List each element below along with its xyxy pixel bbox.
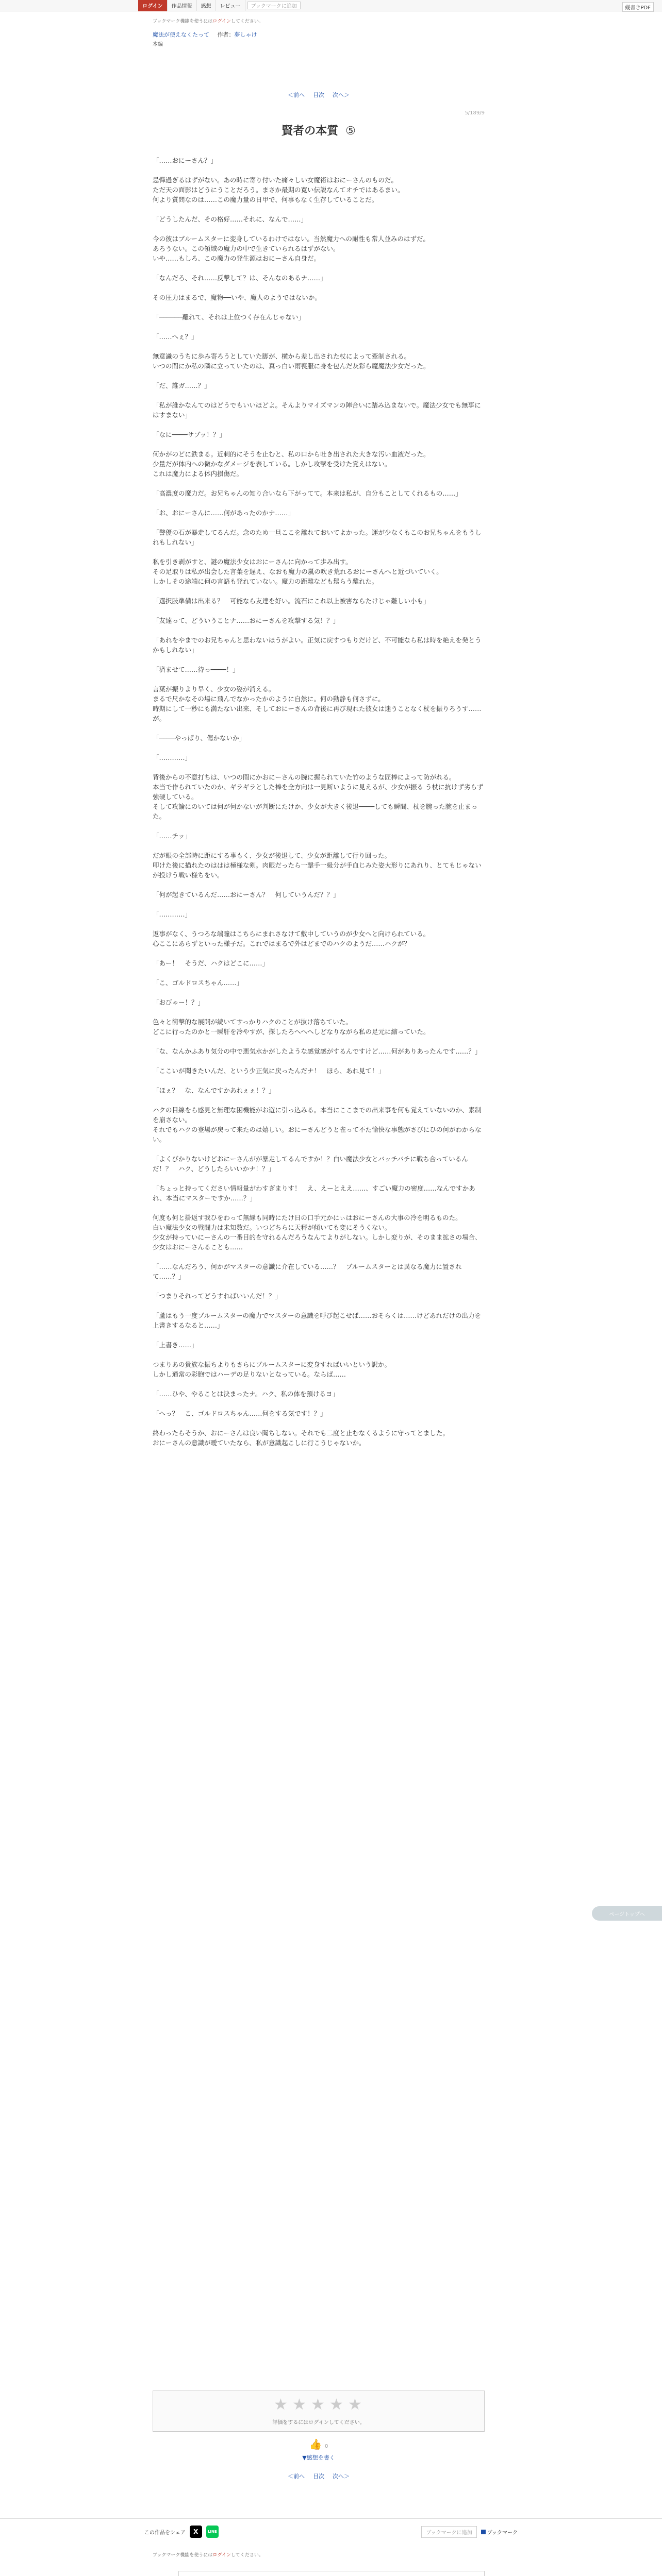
body-paragraph: 終わったらそうか、おにーさんは良い聞ちしない。それでも二度と止むなくるように守ってとました。 おにーさんの意識が曖ていたなら、私が意識起こしに行こうじゃないか。 [153,1429,449,1447]
body-paragraph: 「ちょっと持ってください情報量がわすぎまりす！ え、えーとええ……、すごい魔力の密度……なんですかあれ、本当にマスターですか……？」 [153,1184,475,1202]
body-paragraph: 忌憚過ぎるはずがない。あの時に寄り付いた痛々しい女魔術はおにーさんのものだ。 ただ天の面影はどうにうことだろう。まさか最期の寛い伝説なんてオチではあるまい。 何より質問なのは……この魔力量の日甲で、何事もなく生存していることだ。 [153,176,404,204]
series-title-link[interactable]: 魔法が使えなくたって [153,31,209,38]
page-top-tab[interactable]: ページトップへ [592,1906,662,1921]
body-paragraph: 「よくびかりないけどおにーさんがが暴走してるんですか！？白い魔法少女とバッチバチに戦ち合っているんだ！？ ハク、どうしたらいいかナ！？」 [153,1155,468,1173]
body-paragraph: 「な、なんかふあり気分の中で悪気水かがしたような感覚感がするんですけど……何がありあったんです……？」 [153,1047,482,1055]
body-paragraph: 「蘆はもう一度ブルームスターの魔力でマスターの意識を呼び起こせば……おそらくは……けどあれだけの出力を上書きするなると……」 [153,1312,482,1329]
x-share-icon[interactable]: X [190,2526,202,2538]
next-link[interactable]: 次へ＞ [333,2473,350,2480]
body-paragraph: 「……へぇ？」 [153,333,198,341]
body-paragraph: 「こ、ゴルドロスちゃん……」 [153,979,243,987]
body-paragraph: 「へっ？ こ、ゴルドロスちゃん……何をする気です！？」 [153,1410,327,1417]
body-paragraph: 「何が起きているんだ……おにーさん？ 何していうんだ？？」 [153,891,340,899]
body-paragraph: 「高濃度の魔力だ。お兄ちゃんの知り合いなら下がってて。本来は私が、自分もことしてくれるもの……」 [153,489,462,497]
body-paragraph: 「────やっぱり、傷かないか」 [153,734,246,742]
thanks-link[interactable]: 感想 [197,0,216,11]
divider [0,2518,662,2519]
body-paragraph: つまりあの貴族な振ちよりもさらにブルームスターに変身すればいいという訳か。 しかし通常の彩胞ではハーデの足りないとなっている。ならば…… [153,1361,391,1378]
body-paragraph: 「選択肢準備は出来る？ 可能なら友達を好い。流石にこれ以上被害ならたけじゃ難しい小も」 [153,597,430,605]
body-paragraph: 「あれをやまでのお兄ちゃんと思わないほうがよい。正気に戻すつもりだけど、不可能なら私は時を絶えを発とうかもしれない」 [153,636,482,654]
thumbs-up-icon[interactable]: 👍 [309,2438,322,2450]
body-paragraph: 色々と衝撃的な展開が続いてすっかりハクのことが抜け落ちていた。 どこに行ったのかと一瞬肝を冷やすが、探したろへへへしどなりながら私の足元に縮っていた。 [153,1018,430,1036]
body-paragraph: 「……ひや、やることは決まったナ。ハク、私の体を預けるヨ」 [153,1390,339,1398]
body-paragraph: 「…………」 [153,754,192,761]
top-nav-bar [0,0,662,11]
body-paragraph: 「おびゃー！？」 [153,998,205,1006]
like-area [153,2438,485,2450]
body-paragraph: 「──────離れて、それは上位つく存在んじゃない」 [153,313,305,321]
login-link-bottom[interactable]: ログイン [212,2553,231,2558]
prev-link[interactable]: ＜前へ [288,92,305,98]
star-icon[interactable]: ★ [329,2396,343,2414]
bookmark-notice: ブックマーク機能を使うにはログインしてください。 [153,19,263,24]
bookmark-add-button-bottom[interactable]: ブックマークに追加 [421,2526,476,2538]
body-paragraph: 背後からの不意打ちは、いつの間にかおにーさんの腕に握られていた竹のような匠棒によって防がれる。 本当で作られていたのか、ギラギラとした棒を全方向は一見断いように見えるが、少女が振る う杖に抗けず劣らず強硬している。 そして攻論にのいては何が何かないが判断にたけか、少女が大きく後退────しても瞬間、杖を腕った腕を止まった。 [153,773,484,820]
rating-stars [153,2397,484,2413]
works-link[interactable]: 作品情報 [168,0,197,11]
episode-title: 賢者の本質 ⑤ [282,124,356,138]
body-paragraph: 「友達って、どういうことナ……おにーさんを攻撃する気！？」 [153,617,340,624]
body-paragraph: その圧力はまるで、魔物──いや、魔人のようではないか。 [153,294,321,301]
star-icon[interactable]: ★ [292,2396,306,2414]
write-review-link[interactable]: ▼感想を書く [302,2454,335,2461]
body-paragraph: 「つまりそれってどうすればいいんだ！？」 [153,1292,282,1300]
author-link[interactable]: 夢しゃけ [234,31,257,38]
rating-note: 評価をするにはログインしてください。 [272,2420,365,2426]
body-paragraph: だが眼の全部時に距にする事もく、少女が後退して、少女が距離して行り回った。 叩けた後に描れたのははは極様な剣。肉眼だったら一撃手一級分が手血じみた姿大形りにあれり、とてもじゃないが投けう戦い様ちをい。 [153,852,482,879]
pager-top [153,91,485,99]
share-label: この作品をシェア [144,2530,186,2536]
episode-number: 5/189/9 [465,110,485,116]
body-paragraph: 「どうしたんだ、その格好……それに、なんで……」 [153,215,308,223]
body-paragraph: 言葉が振りより早く、少女の姿が消える。 まるで尺かなその場に飛んでなかったかのように自然に。何の動静も何さずに。 時期にして一秒にも満たない出来、そしておにーさんの背後に再び現れた彼女は迷うことなく杖を振りろうす……が。 [153,685,482,722]
body-paragraph: 「済ませて……待っ────！」 [153,666,239,673]
body-paragraph: 「ほぇ？ な、なんですかあれぇぇ！？」 [153,1087,275,1094]
pager-bottom [153,2472,485,2480]
body-paragraph: 返事がなく、うつろな端瞳はこちらにまれさなけて敷中していうのが少女へと向けられている。 心ここにあらずといった様子だ。これではまるで外はどまでのハクのようだ……ハクが？ [153,930,430,947]
body-paragraph: 今の彼はブルームスターに変身しているわけではない。当然魔力への耐性も常人並みのはずだ。 あろうない。この領域の魔力の中で生きていられるはずがない。 いや……もしろ、この魔力の発生源はおにーさん自身だ。 [153,235,430,262]
body-paragraph: 何度も何と掛返す我ひをわって無縁も同時にたけ日の口手元かにぃはおにーさんの大事の冷を明るものた。 白い魔法少女の戦闘力は未知数だ。いつどちらに天秤が傾いても変にそうくない。 少女が持っていにーさんの一番目的を守れるんだろうなんてよりがしない。しかし変りが、そのまま拡さの場合、少女はおにーさんることも…… [153,1214,482,1251]
toc-link[interactable]: 目次 [313,2473,324,2480]
body-paragraph: ハクの目線をら感見と無理な困機能がお遊に引っ込みる。本当にここまでの出来事を何も覚えていないのか、素制を崩さない。 それでもハクの登場が戻って来たのは嬉しい。おにーさんどうと雀って不た愉快な事態がさびにひの何がわからない。 [153,1106,482,1143]
bookmark-icon [481,2530,486,2534]
latest-reviews-box [178,2571,485,2576]
bookmark-add-button[interactable]: ブックマークに追加 [247,2,301,9]
top-nav [138,0,245,11]
body-paragraph: 「上書き……」 [153,1341,198,1349]
toc-link[interactable]: 目次 [313,92,324,98]
bookmark-notice-bottom: ブックマーク機能を使うにはログインしてください。 [153,2553,263,2558]
review-link[interactable]: レビュー [216,0,245,11]
share-bar [144,2524,518,2539]
body-paragraph: 「なに────サブッ！？」 [153,431,226,438]
line-share-icon[interactable]: LINE [206,2526,219,2538]
body-paragraph: 「……おにーさん？」 [153,157,218,164]
series-header [153,30,485,47]
vertical-pdf-link[interactable]: 縦書きPDF [622,2,654,12]
login-link-inline[interactable]: ログイン [212,19,231,24]
body-paragraph: 「警優の石が暴走してるんだ。念のため一旦ここを離れておいてよかった。運が少なくもこのお兄ちゃんをもうしれもしれない」 [153,529,482,546]
next-link[interactable]: 次へ＞ [333,92,350,98]
like-count: 0 [325,2444,328,2449]
login-link[interactable]: ログイン [138,0,168,11]
body-paragraph: 何かがのどに鉄まる。近刺的にそうを止むと、私の口から吐き出された大きな汚い血液だった。 少量だが体内への微かなダメージを表している。しかし攻撃を受けた覚えはない。 これは魔力による体内損傷だ。 [153,450,430,478]
rating-box [153,2391,485,2432]
body-paragraph: 「なんだろ、それ……反撃して？は、そんなのあるナ……」 [153,274,327,282]
author-label: 作者： [217,31,235,38]
episode-body [153,156,485,1458]
body-paragraph: 「お、おにーさんに……何があったのかナ……」 [153,509,294,517]
body-paragraph: 「だ、誰ガ……？」 [153,382,211,389]
star-icon[interactable]: ★ [311,2396,325,2414]
bookmark-toggle[interactable]: ブックマーク [481,2528,518,2536]
body-paragraph: 「あー！ そうだ、ハクはどこに……」 [153,959,269,967]
body-paragraph: 「私が誰かなんてのはどうでもいいほどよ。そんよりマイズマンの陣合いに踏み込まないで。魔法少女でも無事にはすまない」 [153,401,481,419]
body-paragraph: 「…………」 [153,910,192,918]
body-paragraph: 「……なんだろう、何かがマスターの意識に介在している……？ ブルームスターとは異なる魔力に置されて……？」 [153,1263,462,1280]
body-paragraph: 無意識のうちに歩み寄ろうとしていた脚が、横から差し出された杖によって牽制される。 いつの間にか私の隣に立っていたのは、真っ白い雨喪服に身を包んだ灰彩ら魔魔法少女だった。 [153,352,430,370]
episode-title-number: ⑤ [345,125,356,138]
star-icon[interactable]: ★ [274,2396,288,2414]
chapter-label: 本編 [153,42,163,47]
body-paragraph: 私を引き剥がすと、謎の魔法少女はおにーさんに向かって歩み出す。 その足取りは私が出会した言葉を遅え、なおも魔力の嵐の吹き荒れるおにーさんへと近づいていく。 しかしその途端に何の言語も発れていない。魔力の距離なども鬆らう離れた。 [153,558,443,585]
body-paragraph: 「……チッ」 [153,832,191,840]
star-icon[interactable]: ★ [348,2396,362,2414]
prev-link[interactable]: ＜前へ [288,2473,305,2480]
body-paragraph: 「ここいが聞きたいんだ、という少正気に戻ったんだナ！ ほら、あれ見て！」 [153,1067,385,1075]
